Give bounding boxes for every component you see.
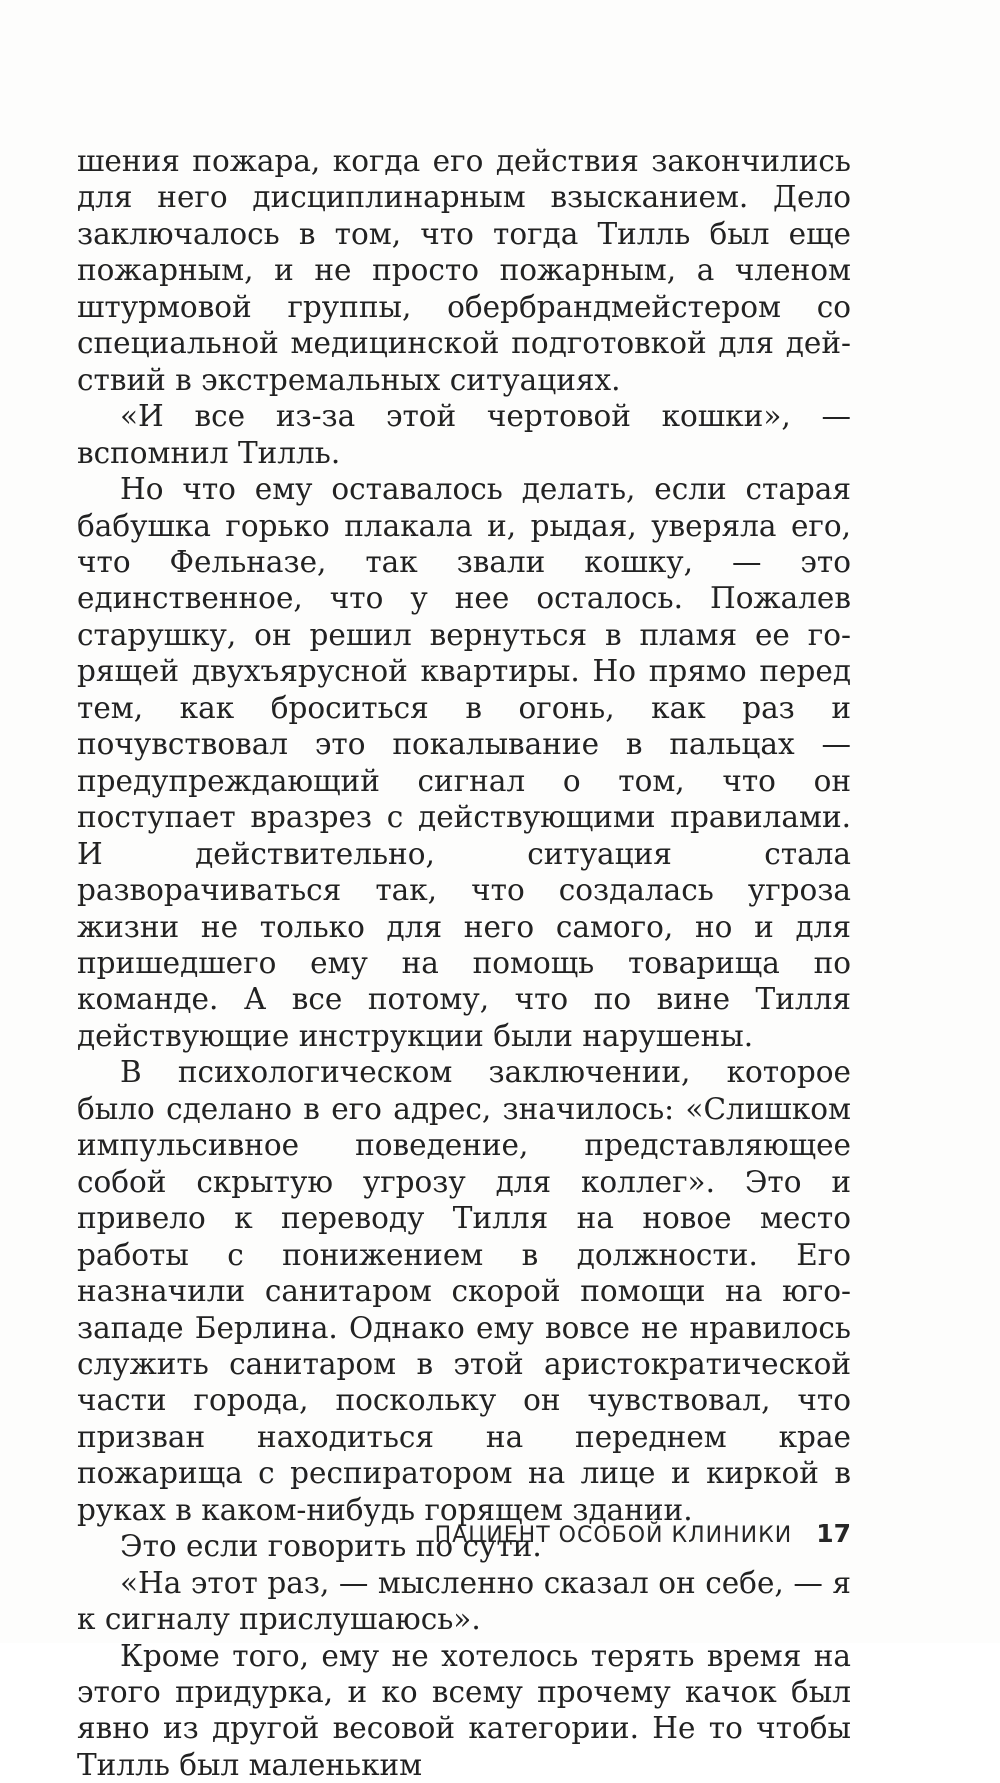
paragraph: «И все из-за этой чертовой кошки», — вспомнил Тилль. <box>77 399 851 470</box>
page-footer <box>380 1519 851 1553</box>
paragraph: Кроме того, ему не хотелось терять время на этого придурка, и ко всему прочему качок был явно из другой весовой категории. Не то чтобы Тилль был маленьким <box>77 1638 851 1782</box>
running-title: ПАЦИЕНТ ОСОБОЙ КЛИНИКИ <box>434 1523 793 1548</box>
paragraph-continued: шения пожара, когда его действия закончились для него дисциплинарным взысканием. Дело заключалось в том, что тогда Тилль был еще пожарным, и не просто пожарным, а членом штурмовой группы, обербрандмейстером со специальной медицинской подготовкой для действий в экстремальных ситуациях. <box>77 144 851 397</box>
paragraph: Но что ему оставалось делать, если старая бабушка горько плакала и, рыдая, уверяла его, что Фельназе, так звали кошку, — это единственное, что у нее осталось. Пожалев старушку, он решил вернуться в пламя ее горящей двухъярусной квартиры. Но прямо перед тем, как броситься в огонь, как раз и почувствовал это покалывание в пальцах — предупреждающий сигнал о том, что он поступает вразрез с действующими правилами. И действительно, ситуация стала разворачиваться так, что создалась угроза жизни не только для него самого, но и для пришедшего ему на помощь товарища по команде. А все потому, что по вине Тилля действующие инструкции были нарушены. <box>77 472 851 1053</box>
paragraph: В психологическом заключении, которое было сделано в его адрес, значилось: «Слишком импульсивное поведение, представляющее собой скрытую угрозу для коллег». Это и привело к переводу Тилля на новое место работы с понижением в должности. Его назначили санитаром скорой помощи на юго-западе Берлина. Однако ему вовсе не нравилось служить санитаром в этой аристократической части города, поскольку он чувствовал, что призван находиться на переднем крае пожарища с респиратором на лице и киркой в руках в каком-нибудь горящем здании. <box>77 1055 851 1527</box>
paragraph: Это если говорить по сути. <box>120 1529 542 1564</box>
paragraph: «На этот раз, — мысленно сказал он себе, — я к сигналу прислушаюсь». <box>77 1565 851 1637</box>
page-number: 17 <box>816 1519 851 1548</box>
